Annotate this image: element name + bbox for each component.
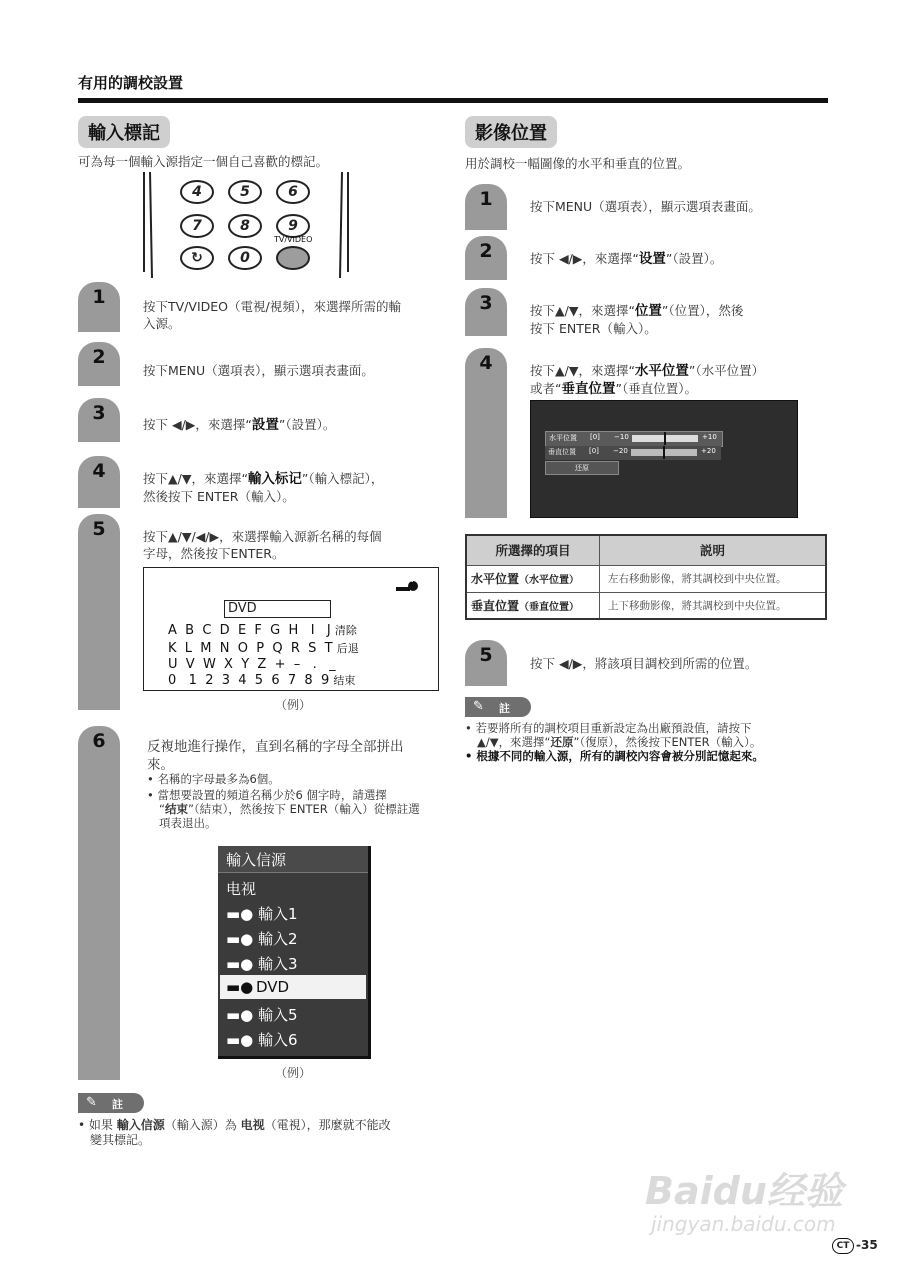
item-name: 垂直位置	[471, 598, 520, 613]
name-entry-field[interactable]: DVD	[224, 600, 331, 618]
step-text-line: 按下▲/▼/◀/▶，來選擇輸入源新名稱的每個	[143, 529, 382, 544]
step-text-pre: 按下 ◀/▶，來選擇“	[143, 417, 252, 432]
step-tab-1	[465, 184, 507, 230]
bullet-text: 名稱的字母最多為6個。	[157, 772, 280, 786]
step-number: 1	[479, 188, 493, 210]
remote-key-9: 9	[276, 214, 310, 238]
section-intro: 可為每一個輸入源指定一個自己喜歡的標記。	[78, 154, 329, 169]
input-source-menu	[218, 846, 371, 1059]
character-entry-screen	[143, 567, 439, 691]
slider-value: [0]	[590, 433, 600, 441]
step-text-pre: 按下▲/▼，來選擇“	[530, 303, 635, 318]
table-cell-description: 上下移動影像，將其調校到中央位置。	[600, 592, 827, 619]
watermark	[645, 1140, 885, 1240]
bullet-text: 項表退出。	[159, 816, 217, 830]
step-text-line: 入源。	[143, 316, 181, 331]
note-text-part: ▲/▼，來選擇“	[477, 735, 551, 749]
slider-thumb[interactable]	[663, 446, 665, 459]
input-plug-icon: ▬●	[226, 955, 254, 973]
remote-key-tvvideo	[276, 246, 310, 270]
menu-item-input2[interactable]	[226, 928, 298, 949]
bullet-keyword: 结束	[164, 802, 188, 816]
step-tab-2	[78, 342, 120, 386]
step-1-text	[143, 298, 401, 332]
slider-track[interactable]	[632, 435, 698, 442]
item-sub: （水平位置）	[519, 575, 580, 586]
menu-item-input3[interactable]	[226, 953, 298, 974]
step-text-line: 反複地進行操作，直到名稱的字母全部拼出	[147, 739, 404, 755]
note-text-part: （電視），那麼就不能改	[264, 1118, 391, 1132]
reset-button[interactable]: 还原	[545, 461, 619, 475]
menu-title-bar	[218, 846, 368, 873]
input-plug-icon: ▬●	[226, 905, 254, 923]
menu-item-input1[interactable]	[226, 903, 298, 924]
slider-max: +10	[702, 433, 717, 441]
step-text-line: 字母，然後按下ENTER。	[143, 546, 285, 561]
step-text-keyword: 設置	[251, 417, 279, 433]
step-5-text	[143, 528, 382, 562]
selected-item-table	[465, 534, 827, 620]
step-2-text	[530, 250, 722, 268]
input-icon-number: 4	[409, 576, 414, 584]
position-settings-screen	[530, 400, 798, 518]
section-title-input-label: 輸入標記	[78, 116, 170, 148]
step-text-keyword: 垂直位置	[561, 381, 616, 397]
step-text-post: ”（位置），然後	[661, 303, 744, 318]
remote-key-4: 4	[180, 180, 214, 204]
step-text-keyword: 輸入标记	[247, 471, 302, 487]
step-text-post: ”（設置）。	[665, 251, 723, 266]
step-1-text: 按下MENU（選項表），顯示選項表畫面。	[530, 199, 761, 214]
step-tab-3	[78, 398, 120, 442]
bullet-text: 當想要設置的頻道名稱少於6 個字時，請選擇	[157, 788, 387, 802]
input-plug-icon: ▬●	[226, 1006, 254, 1024]
slider-max: +20	[701, 447, 716, 455]
keyboard-row-2	[168, 640, 359, 656]
step-text-post: ”（水平位置）	[688, 363, 765, 378]
keyboard-chars[interactable]: A B C D E F G H I J	[168, 623, 331, 638]
keyboard-action-end[interactable]: 结束	[333, 674, 356, 687]
note-badge-label: 註	[112, 1098, 123, 1111]
slider-label: 水平位置	[549, 434, 577, 442]
section-intro: 用於調校一幅圖像的水平和垂直的位置。	[465, 156, 691, 171]
menu-title: 輸入信源	[226, 851, 287, 869]
note-text-part: 變其標記。	[90, 1133, 151, 1147]
slider-label: 垂直位置	[548, 448, 576, 456]
menu-item-tv[interactable]: 电视	[226, 880, 257, 898]
step-3-text	[143, 416, 335, 434]
item-name: 水平位置	[471, 572, 520, 586]
watermark-brand: Baidu经验	[645, 1169, 843, 1213]
note-text-part: （輸入源）為	[164, 1118, 241, 1132]
keyboard-chars[interactable]: 0 1 2 3 4 5 6 7 8 9	[168, 673, 330, 688]
step-4-text	[530, 362, 764, 398]
menu-item-dvd-selected[interactable]	[220, 975, 366, 999]
section-title-picture-position: 影像位置	[465, 116, 557, 148]
remote-key-0: 0	[228, 246, 262, 270]
step-text-line: 來。	[147, 757, 174, 773]
table-header-item: 所選擇的項目	[466, 535, 600, 565]
menu-item-label: 輸入1	[258, 905, 298, 923]
step-number: 5	[92, 518, 106, 540]
menu-item-input5[interactable]	[226, 1004, 298, 1025]
note-badge	[78, 1093, 144, 1113]
step-tab-3	[465, 288, 507, 336]
watermark-url: jingyan.baidu.com	[651, 1212, 836, 1236]
remote-illustration	[138, 172, 356, 278]
step-tab-5	[465, 640, 507, 686]
remote-key-6: 6	[276, 180, 310, 204]
step-text-line: 然後按下 ENTER（輸入）。	[143, 489, 295, 504]
region-badge: CT	[832, 1238, 854, 1254]
note-badge-label: 註	[499, 702, 510, 715]
step-number: 5	[479, 644, 493, 666]
step-number: 2	[479, 240, 493, 262]
step-text-pre: 或者“	[530, 381, 562, 396]
right-note-text: • 若要將所有的調校項目重新設定為出廠預設值，請按下 ▲/▼，來選擇“还原”（復原），然後按下ENTER（輸入）。 • 根據不同的輸入源，所有的調校內容會被分別記憶起來。	[465, 721, 764, 763]
input-terminal-icon	[396, 578, 420, 590]
step-5-text: 按下 ◀/▶，將該項目調校到所需的位置。	[530, 656, 758, 671]
step-6-bullet-2: • 當想要設置的頻道名稱少於6 個字時，請選擇 “结束”（結束），然後按下 ENTER（輸入）從標註選 項表退出。	[147, 788, 420, 830]
keyboard-chars[interactable]: U V W X Y Z + – . _	[168, 657, 336, 672]
step-number: 6	[92, 730, 106, 752]
remote-key-7: 7	[180, 214, 214, 238]
step-tab-5	[78, 514, 120, 710]
table-cell-description: 左右移動影像，將其調校到中央位置。	[600, 565, 827, 592]
menu-item-label: 輸入3	[258, 955, 298, 973]
step-text-post: ”（垂直位置）。	[615, 381, 697, 396]
item-sub: （垂直位置）	[519, 601, 580, 613]
left-note-text: • 如果 輸入信源（輸入源）為 电视（電視），那麼就不能改 變其標記。	[78, 1118, 391, 1147]
step-text-keyword: 水平位置	[634, 363, 689, 379]
keyboard-row-4	[168, 672, 355, 688]
input-plug-icon: ▬●	[226, 930, 254, 948]
input-plug-icon: ▬●	[226, 1031, 254, 1049]
slider-min: −10	[614, 433, 629, 441]
step-text-keyword: 设置	[638, 251, 666, 267]
menu-item-label: 輸入2	[258, 930, 298, 948]
step-6-text	[147, 738, 404, 774]
step-number: 4	[479, 352, 493, 374]
paperclip-icon: ✎	[86, 1095, 97, 1110]
step-number: 2	[92, 346, 106, 368]
step-text-line: 按下TV/VIDEO（電視/視頻），來選擇所需的輸	[143, 299, 401, 314]
keyboard-row-3	[168, 657, 336, 672]
table-cell-item	[466, 592, 600, 619]
step-number: 3	[92, 402, 106, 424]
slider-row-horizontal[interactable]	[545, 431, 723, 447]
tvvideo-label: TV/VIDEO	[274, 235, 313, 244]
step-tab-2	[465, 236, 507, 280]
bullet-text: ”（結束），然後按下 ENTER（輸入）從標註選	[187, 802, 420, 816]
page-header-title: 有用的調校設置	[78, 74, 184, 92]
page-number: -35	[856, 1238, 878, 1252]
slider-min: −20	[613, 447, 628, 455]
step-tab-6	[78, 726, 120, 1080]
slider-thumb[interactable]	[664, 432, 666, 445]
slider-row-vertical[interactable]	[545, 446, 721, 460]
note-keyword: 电视	[240, 1118, 265, 1132]
menu-item-label: DVD	[256, 978, 290, 996]
step-tab-4	[78, 456, 120, 508]
keyboard-row-1	[168, 622, 357, 638]
menu-caption: （例）	[275, 1066, 312, 1080]
step-number: 4	[92, 460, 106, 482]
note-badge	[465, 697, 531, 717]
step-text-pre: 按下▲/▼，來選擇“	[143, 471, 248, 486]
menu-item-label: 輸入5	[258, 1006, 298, 1024]
table-header-description: 説明	[600, 535, 827, 565]
input-plug-icon: ▬●	[226, 978, 254, 996]
slider-track[interactable]	[631, 449, 697, 456]
menu-item-label: 輸入6	[258, 1031, 298, 1049]
note-text-part: ”（復原），然後按下ENTER（輸入）。	[573, 735, 762, 749]
keyboard-chars[interactable]: K L M N O P Q R S T	[168, 641, 333, 656]
step-text-pre: 按下 ◀/▶，來選擇“	[530, 251, 639, 266]
paperclip-icon: ✎	[473, 699, 484, 714]
remote-key-5: 5	[228, 180, 262, 204]
step-6-bullet-1: • 名稱的字母最多為6個。	[147, 772, 280, 786]
step-text-pre: 按下▲/▼，來選擇“	[530, 363, 635, 378]
step-4-text	[143, 470, 383, 505]
remote-key-8: 8	[228, 214, 262, 238]
step-number: 1	[92, 286, 106, 308]
step-text-post: ”（設置）。	[278, 417, 336, 432]
table-row	[466, 592, 826, 619]
step-text-line: 按下 ENTER（輸入）。	[530, 321, 657, 336]
step-tab-1	[78, 282, 120, 332]
keyboard-caption: （例）	[275, 698, 312, 712]
note-text-part: 根據不同的輸入源，所有的調校內容會被分別記憶起來。	[476, 749, 764, 763]
note-keyword: 輸入信源	[116, 1118, 165, 1132]
menu-item-input6[interactable]	[226, 1029, 298, 1050]
step-text-post: ”（輸入標記），	[301, 471, 384, 486]
slider-value: [0]	[589, 447, 599, 455]
step-2-text: 按下MENU（選項表），顯示選項表畫面。	[143, 363, 374, 378]
keyboard-action-back[interactable]: 后退	[336, 642, 359, 655]
keyboard-action-clear[interactable]: 清除	[334, 624, 357, 637]
step-tab-4	[465, 348, 507, 518]
note-text-part: 如果	[88, 1118, 117, 1132]
note-text-part: 若要將所有的調校項目重新設定為出廠預設值，請按下	[475, 721, 752, 735]
step-3-text	[530, 302, 743, 337]
step-number: 3	[479, 292, 493, 314]
table-row	[466, 565, 826, 592]
table-cell-item	[466, 565, 600, 592]
header-divider	[78, 98, 828, 103]
remote-key-flashback: ↻	[180, 246, 214, 270]
step-text-keyword: 位置	[634, 303, 662, 319]
note-keyword: 还原	[550, 735, 574, 749]
